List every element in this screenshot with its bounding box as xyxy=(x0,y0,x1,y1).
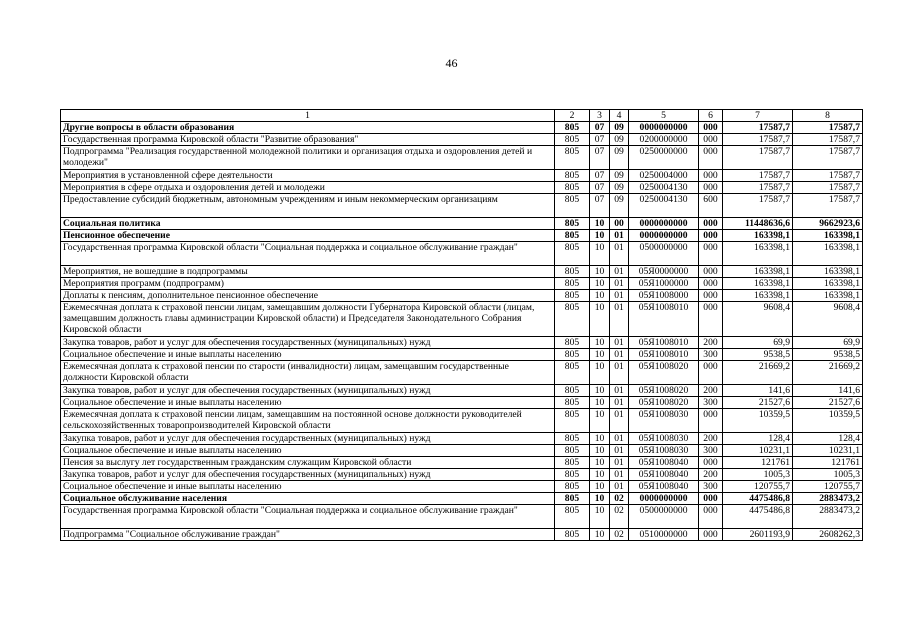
grbs-cell: 805 xyxy=(555,529,590,541)
table-row xyxy=(61,146,863,170)
sum-cell-1: 163398,1 xyxy=(723,242,793,266)
table-row xyxy=(61,337,863,349)
sum-cell-2: 9538,5 xyxy=(793,349,863,361)
name-cell: Мероприятия в установленной сфере деятельности xyxy=(61,170,555,182)
section-cell: 10 xyxy=(590,433,610,445)
table-row xyxy=(61,529,863,541)
sum-cell-2: 10231,1 xyxy=(793,445,863,457)
table-row xyxy=(61,409,863,433)
name-cell: Ежемесячная доплата к страховой пенсии по старости (инвалидности) лицам, замещавшим государственные должности Кировской области xyxy=(61,361,555,385)
subsection-cell: 01 xyxy=(610,290,629,302)
expense-type-cell: 300 xyxy=(699,445,723,457)
subsection-cell: 02 xyxy=(610,529,629,541)
sum-cell-1: 17587,7 xyxy=(723,134,793,146)
name-cell: Ежемесячная доплата к страховой пенсии лицам, замещавшим на постоянной основе должности руководителей сельскохозяйственных товаропроизводителей Кировской области xyxy=(61,409,555,433)
grbs-cell: 805 xyxy=(555,194,590,218)
grbs-cell: 805 xyxy=(555,170,590,182)
section-cell: 10 xyxy=(590,529,610,541)
grbs-cell: 805 xyxy=(555,230,590,242)
grbs-cell: 805 xyxy=(555,146,590,170)
table-row xyxy=(61,397,863,409)
section-cell: 10 xyxy=(590,242,610,266)
table-row xyxy=(61,457,863,469)
section-cell: 07 xyxy=(590,146,610,170)
sum-cell-2: 163398,1 xyxy=(793,278,863,290)
table-row xyxy=(61,469,863,481)
section-cell: 07 xyxy=(590,194,610,218)
expense-type-cell: 000 xyxy=(699,218,723,230)
sum-cell-2: 120755,7 xyxy=(793,481,863,493)
sum-cell-2: 163398,1 xyxy=(793,242,863,266)
grbs-cell: 805 xyxy=(555,122,590,134)
grbs-cell: 805 xyxy=(555,278,590,290)
section-cell: 10 xyxy=(590,266,610,278)
table-row xyxy=(61,170,863,182)
table-row xyxy=(61,493,863,505)
table-row xyxy=(61,278,863,290)
section-cell: 10 xyxy=(590,349,610,361)
budget-table xyxy=(60,109,863,541)
section-cell: 10 xyxy=(590,230,610,242)
subsection-cell: 01 xyxy=(610,469,629,481)
target-article-cell: 0000000000 xyxy=(629,122,699,134)
expense-type-cell: 300 xyxy=(699,349,723,361)
sum-cell-1: 21669,2 xyxy=(723,361,793,385)
sum-cell-1: 163398,1 xyxy=(723,266,793,278)
subsection-cell: 01 xyxy=(610,385,629,397)
sum-cell-1: 17587,7 xyxy=(723,146,793,170)
name-cell: Государственная программа Кировской области "Социальная поддержка и социальное обслуживание граждан" xyxy=(61,505,555,529)
expense-type-cell: 000 xyxy=(699,170,723,182)
sum-cell-2: 17587,7 xyxy=(793,146,863,170)
grbs-cell: 805 xyxy=(555,302,590,337)
target-article-cell: 05Я1008020 xyxy=(629,361,699,385)
name-cell: Государственная программа Кировской области "Развитие образования" xyxy=(61,134,555,146)
target-article-cell: 0200000000 xyxy=(629,134,699,146)
subsection-cell: 01 xyxy=(610,361,629,385)
target-article-cell: 0250004000 xyxy=(629,170,699,182)
target-article-cell: 0500000000 xyxy=(629,242,699,266)
section-cell: 10 xyxy=(590,457,610,469)
table-row xyxy=(61,481,863,493)
expense-type-cell: 000 xyxy=(699,493,723,505)
name-cell: Пенсионное обеспечение xyxy=(61,230,555,242)
target-article-cell: 05Я1008020 xyxy=(629,397,699,409)
section-cell: 07 xyxy=(590,170,610,182)
section-cell: 10 xyxy=(590,409,610,433)
target-article-cell: 0500000000 xyxy=(629,505,699,529)
table-row xyxy=(61,445,863,457)
expense-type-cell: 000 xyxy=(699,361,723,385)
sum-cell-1: 10359,5 xyxy=(723,409,793,433)
table-row xyxy=(61,385,863,397)
sum-cell-1: 4475486,8 xyxy=(723,505,793,529)
expense-type-cell: 200 xyxy=(699,433,723,445)
name-cell: Мероприятия программ (подпрограмм) xyxy=(61,278,555,290)
subsection-cell: 09 xyxy=(610,194,629,218)
expense-type-cell: 000 xyxy=(699,529,723,541)
target-article-cell: 05Я1000000 xyxy=(629,278,699,290)
target-article-cell: 0510000000 xyxy=(629,529,699,541)
section-cell: 10 xyxy=(590,397,610,409)
subsection-cell: 01 xyxy=(610,337,629,349)
sum-cell-1: 163398,1 xyxy=(723,290,793,302)
name-cell: Закупка товаров, работ и услуг для обеспечения государственных (муниципальных) нужд xyxy=(61,337,555,349)
table-row xyxy=(61,242,863,266)
table-row xyxy=(61,218,863,230)
table-row xyxy=(61,182,863,194)
grbs-cell: 805 xyxy=(555,505,590,529)
section-cell: 07 xyxy=(590,182,610,194)
subsection-cell: 01 xyxy=(610,397,629,409)
target-article-cell: 05Я1008020 xyxy=(629,385,699,397)
sum-cell-2: 17587,7 xyxy=(793,194,863,218)
subsection-cell: 01 xyxy=(610,409,629,433)
sum-cell-2: 21527,6 xyxy=(793,397,863,409)
target-article-cell: 05Я1008040 xyxy=(629,457,699,469)
expense-type-cell: 000 xyxy=(699,122,723,134)
sum-cell-1: 21527,6 xyxy=(723,397,793,409)
name-cell: Социальное обслуживание населения xyxy=(61,493,555,505)
sum-cell-2: 2883473,2 xyxy=(793,493,863,505)
sum-cell-2: 17587,7 xyxy=(793,170,863,182)
name-cell: Социальное обеспечение и иные выплаты населению xyxy=(61,481,555,493)
header-cell-7: 7 xyxy=(723,110,793,122)
section-cell: 10 xyxy=(590,361,610,385)
table-header-row xyxy=(61,110,863,122)
name-cell: Закупка товаров, работ и услуг для обеспечения государственных (муниципальных) нужд xyxy=(61,433,555,445)
subsection-cell: 02 xyxy=(610,505,629,529)
grbs-cell: 805 xyxy=(555,182,590,194)
expense-type-cell: 200 xyxy=(699,385,723,397)
expense-type-cell: 000 xyxy=(699,409,723,433)
header-cell-5: 5 xyxy=(629,110,699,122)
sum-cell-2: 10359,5 xyxy=(793,409,863,433)
grbs-cell: 805 xyxy=(555,385,590,397)
table-row xyxy=(61,349,863,361)
grbs-cell: 805 xyxy=(555,134,590,146)
subsection-cell: 09 xyxy=(610,122,629,134)
sum-cell-1: 10231,1 xyxy=(723,445,793,457)
target-article-cell: 0000000000 xyxy=(629,218,699,230)
target-article-cell: 05Я0000000 xyxy=(629,266,699,278)
sum-cell-2: 9608,4 xyxy=(793,302,863,337)
sum-cell-2: 163398,1 xyxy=(793,230,863,242)
expense-type-cell: 000 xyxy=(699,230,723,242)
target-article-cell: 05Я1008040 xyxy=(629,481,699,493)
name-cell: Закупка товаров, работ и услуг для обеспечения государственных (муниципальных) нужд xyxy=(61,385,555,397)
name-cell: Ежемесячная доплата к страховой пенсии лицам, замещавшим должности Губернатора Кировской области (лицам, замещавшим должность главы администрации Кировской области) и Председателя Законодательного Собрания Кировской области xyxy=(61,302,555,337)
grbs-cell: 805 xyxy=(555,290,590,302)
target-article-cell: 0250004130 xyxy=(629,182,699,194)
expense-type-cell: 000 xyxy=(699,290,723,302)
grbs-cell: 805 xyxy=(555,409,590,433)
name-cell: Мероприятия в сфере отдыха и оздоровления детей и молодежи xyxy=(61,182,555,194)
expense-type-cell: 000 xyxy=(699,266,723,278)
sum-cell-2: 17587,7 xyxy=(793,182,863,194)
grbs-cell: 805 xyxy=(555,457,590,469)
sum-cell-1: 128,4 xyxy=(723,433,793,445)
subsection-cell: 01 xyxy=(610,266,629,278)
name-cell: Закупка товаров, работ и услуг для обеспечения государственных (муниципальных) нужд xyxy=(61,469,555,481)
subsection-cell: 01 xyxy=(610,278,629,290)
expense-type-cell: 600 xyxy=(699,194,723,218)
expense-type-cell: 000 xyxy=(699,182,723,194)
subsection-cell: 09 xyxy=(610,146,629,170)
header-cell-3: 3 xyxy=(590,110,610,122)
grbs-cell: 805 xyxy=(555,266,590,278)
subsection-cell: 02 xyxy=(610,493,629,505)
target-article-cell: 0250004130 xyxy=(629,194,699,218)
section-cell: 10 xyxy=(590,302,610,337)
name-cell: Доплаты к пенсиям, дополнительное пенсионное обеспечение xyxy=(61,290,555,302)
table-row xyxy=(61,433,863,445)
grbs-cell: 805 xyxy=(555,433,590,445)
sum-cell-2: 9662923,6 xyxy=(793,218,863,230)
target-article-cell: 05Я1008010 xyxy=(629,302,699,337)
section-cell: 10 xyxy=(590,445,610,457)
expense-type-cell: 000 xyxy=(699,278,723,290)
sum-cell-1: 17587,7 xyxy=(723,194,793,218)
expense-type-cell: 000 xyxy=(699,302,723,337)
sum-cell-2: 163398,1 xyxy=(793,266,863,278)
table-row xyxy=(61,290,863,302)
subsection-cell: 01 xyxy=(610,445,629,457)
name-cell: Социальное обеспечение и иные выплаты населению xyxy=(61,349,555,361)
header-cell-1: 1 xyxy=(61,110,555,122)
target-article-cell: 05Я1008030 xyxy=(629,433,699,445)
expense-type-cell: 000 xyxy=(699,242,723,266)
grbs-cell: 805 xyxy=(555,242,590,266)
table-row xyxy=(61,134,863,146)
section-cell: 10 xyxy=(590,218,610,230)
sum-cell-1: 17587,7 xyxy=(723,122,793,134)
name-cell: Социальное обеспечение и иные выплаты населению xyxy=(61,397,555,409)
subsection-cell: 01 xyxy=(610,433,629,445)
header-cell-6: 6 xyxy=(699,110,723,122)
table-row xyxy=(61,302,863,337)
section-cell: 10 xyxy=(590,481,610,493)
expense-type-cell: 000 xyxy=(699,134,723,146)
subsection-cell: 01 xyxy=(610,302,629,337)
sum-cell-1: 9608,4 xyxy=(723,302,793,337)
grbs-cell: 805 xyxy=(555,361,590,385)
target-article-cell: 05Я1008000 xyxy=(629,290,699,302)
section-cell: 07 xyxy=(590,122,610,134)
page-number: 46 xyxy=(445,56,458,70)
grbs-cell: 805 xyxy=(555,445,590,457)
sum-cell-2: 2608262,3 xyxy=(793,529,863,541)
section-cell: 10 xyxy=(590,278,610,290)
grbs-cell: 805 xyxy=(555,349,590,361)
sum-cell-2: 17587,7 xyxy=(793,134,863,146)
section-cell: 10 xyxy=(590,290,610,302)
grbs-cell: 805 xyxy=(555,481,590,493)
sum-cell-1: 69,9 xyxy=(723,337,793,349)
expense-type-cell: 200 xyxy=(699,469,723,481)
target-article-cell: 05Я1008030 xyxy=(629,409,699,433)
target-article-cell: 05Я1008010 xyxy=(629,349,699,361)
sum-cell-2: 69,9 xyxy=(793,337,863,349)
grbs-cell: 805 xyxy=(555,337,590,349)
expense-type-cell: 000 xyxy=(699,505,723,529)
target-article-cell: 0000000000 xyxy=(629,493,699,505)
subsection-cell: 01 xyxy=(610,242,629,266)
sum-cell-2: 128,4 xyxy=(793,433,863,445)
section-cell: 10 xyxy=(590,337,610,349)
sum-cell-1: 163398,1 xyxy=(723,278,793,290)
target-article-cell: 05Я1008030 xyxy=(629,445,699,457)
table-row xyxy=(61,194,863,218)
subsection-cell: 09 xyxy=(610,182,629,194)
sum-cell-2: 121761 xyxy=(793,457,863,469)
sum-cell-2: 141,6 xyxy=(793,385,863,397)
subsection-cell: 01 xyxy=(610,457,629,469)
sum-cell-1: 121761 xyxy=(723,457,793,469)
grbs-cell: 805 xyxy=(555,493,590,505)
name-cell: Пенсия за выслугу лет государственным гражданским служащим Кировской области xyxy=(61,457,555,469)
table-row xyxy=(61,361,863,385)
expense-type-cell: 300 xyxy=(699,397,723,409)
sum-cell-2: 163398,1 xyxy=(793,290,863,302)
table-row xyxy=(61,266,863,278)
subsection-cell: 00 xyxy=(610,218,629,230)
header-cell-2: 2 xyxy=(555,110,590,122)
header-cell-4: 4 xyxy=(610,110,629,122)
name-cell: Мероприятия, не вошедшие в подпрограммы xyxy=(61,266,555,278)
name-cell: Социальное обеспечение и иные выплаты населению xyxy=(61,445,555,457)
sum-cell-1: 1005,3 xyxy=(723,469,793,481)
name-cell: Предоставление субсидий бюджетным, автономным учреждениям и иным некоммерческим организациям xyxy=(61,194,555,218)
grbs-cell: 805 xyxy=(555,469,590,481)
table-row xyxy=(61,230,863,242)
sum-cell-1: 9538,5 xyxy=(723,349,793,361)
subsection-cell: 01 xyxy=(610,481,629,493)
sum-cell-1: 17587,7 xyxy=(723,170,793,182)
grbs-cell: 805 xyxy=(555,218,590,230)
section-cell: 10 xyxy=(590,505,610,529)
header-cell-8: 8 xyxy=(793,110,863,122)
section-cell: 07 xyxy=(590,134,610,146)
sum-cell-1: 120755,7 xyxy=(723,481,793,493)
table-row xyxy=(61,505,863,529)
sum-cell-1: 17587,7 xyxy=(723,182,793,194)
subsection-cell: 09 xyxy=(610,134,629,146)
sum-cell-2: 1005,3 xyxy=(793,469,863,481)
expense-type-cell: 300 xyxy=(699,481,723,493)
target-article-cell: 0000000000 xyxy=(629,230,699,242)
name-cell: Подпрограмма "Реализация государственной молодежной политики и организация отдыха и оздоровления детей и молодежи" xyxy=(61,146,555,170)
expense-type-cell: 000 xyxy=(699,146,723,170)
sum-cell-1: 2601193,9 xyxy=(723,529,793,541)
target-article-cell: 0250000000 xyxy=(629,146,699,170)
name-cell: Государственная программа Кировской области "Социальная поддержка и социальное обслуживание граждан" xyxy=(61,242,555,266)
grbs-cell: 805 xyxy=(555,397,590,409)
table-row xyxy=(61,122,863,134)
expense-type-cell: 200 xyxy=(699,337,723,349)
name-cell: Социальная политика xyxy=(61,218,555,230)
sum-cell-1: 11448636,6 xyxy=(723,218,793,230)
sum-cell-1: 163398,1 xyxy=(723,230,793,242)
section-cell: 10 xyxy=(590,493,610,505)
sum-cell-2: 17587,7 xyxy=(793,122,863,134)
expense-type-cell: 000 xyxy=(699,457,723,469)
section-cell: 10 xyxy=(590,469,610,481)
target-article-cell: 05Я1008040 xyxy=(629,469,699,481)
section-cell: 10 xyxy=(590,385,610,397)
sum-cell-2: 21669,2 xyxy=(793,361,863,385)
name-cell: Подпрограмма "Социальное обслуживание граждан" xyxy=(61,529,555,541)
name-cell: Другие вопросы в области образования xyxy=(61,122,555,134)
sum-cell-2: 2883473,2 xyxy=(793,505,863,529)
subsection-cell: 01 xyxy=(610,230,629,242)
subsection-cell: 09 xyxy=(610,170,629,182)
target-article-cell: 05Я1008010 xyxy=(629,337,699,349)
subsection-cell: 01 xyxy=(610,349,629,361)
sum-cell-1: 4475486,8 xyxy=(723,493,793,505)
sum-cell-1: 141,6 xyxy=(723,385,793,397)
